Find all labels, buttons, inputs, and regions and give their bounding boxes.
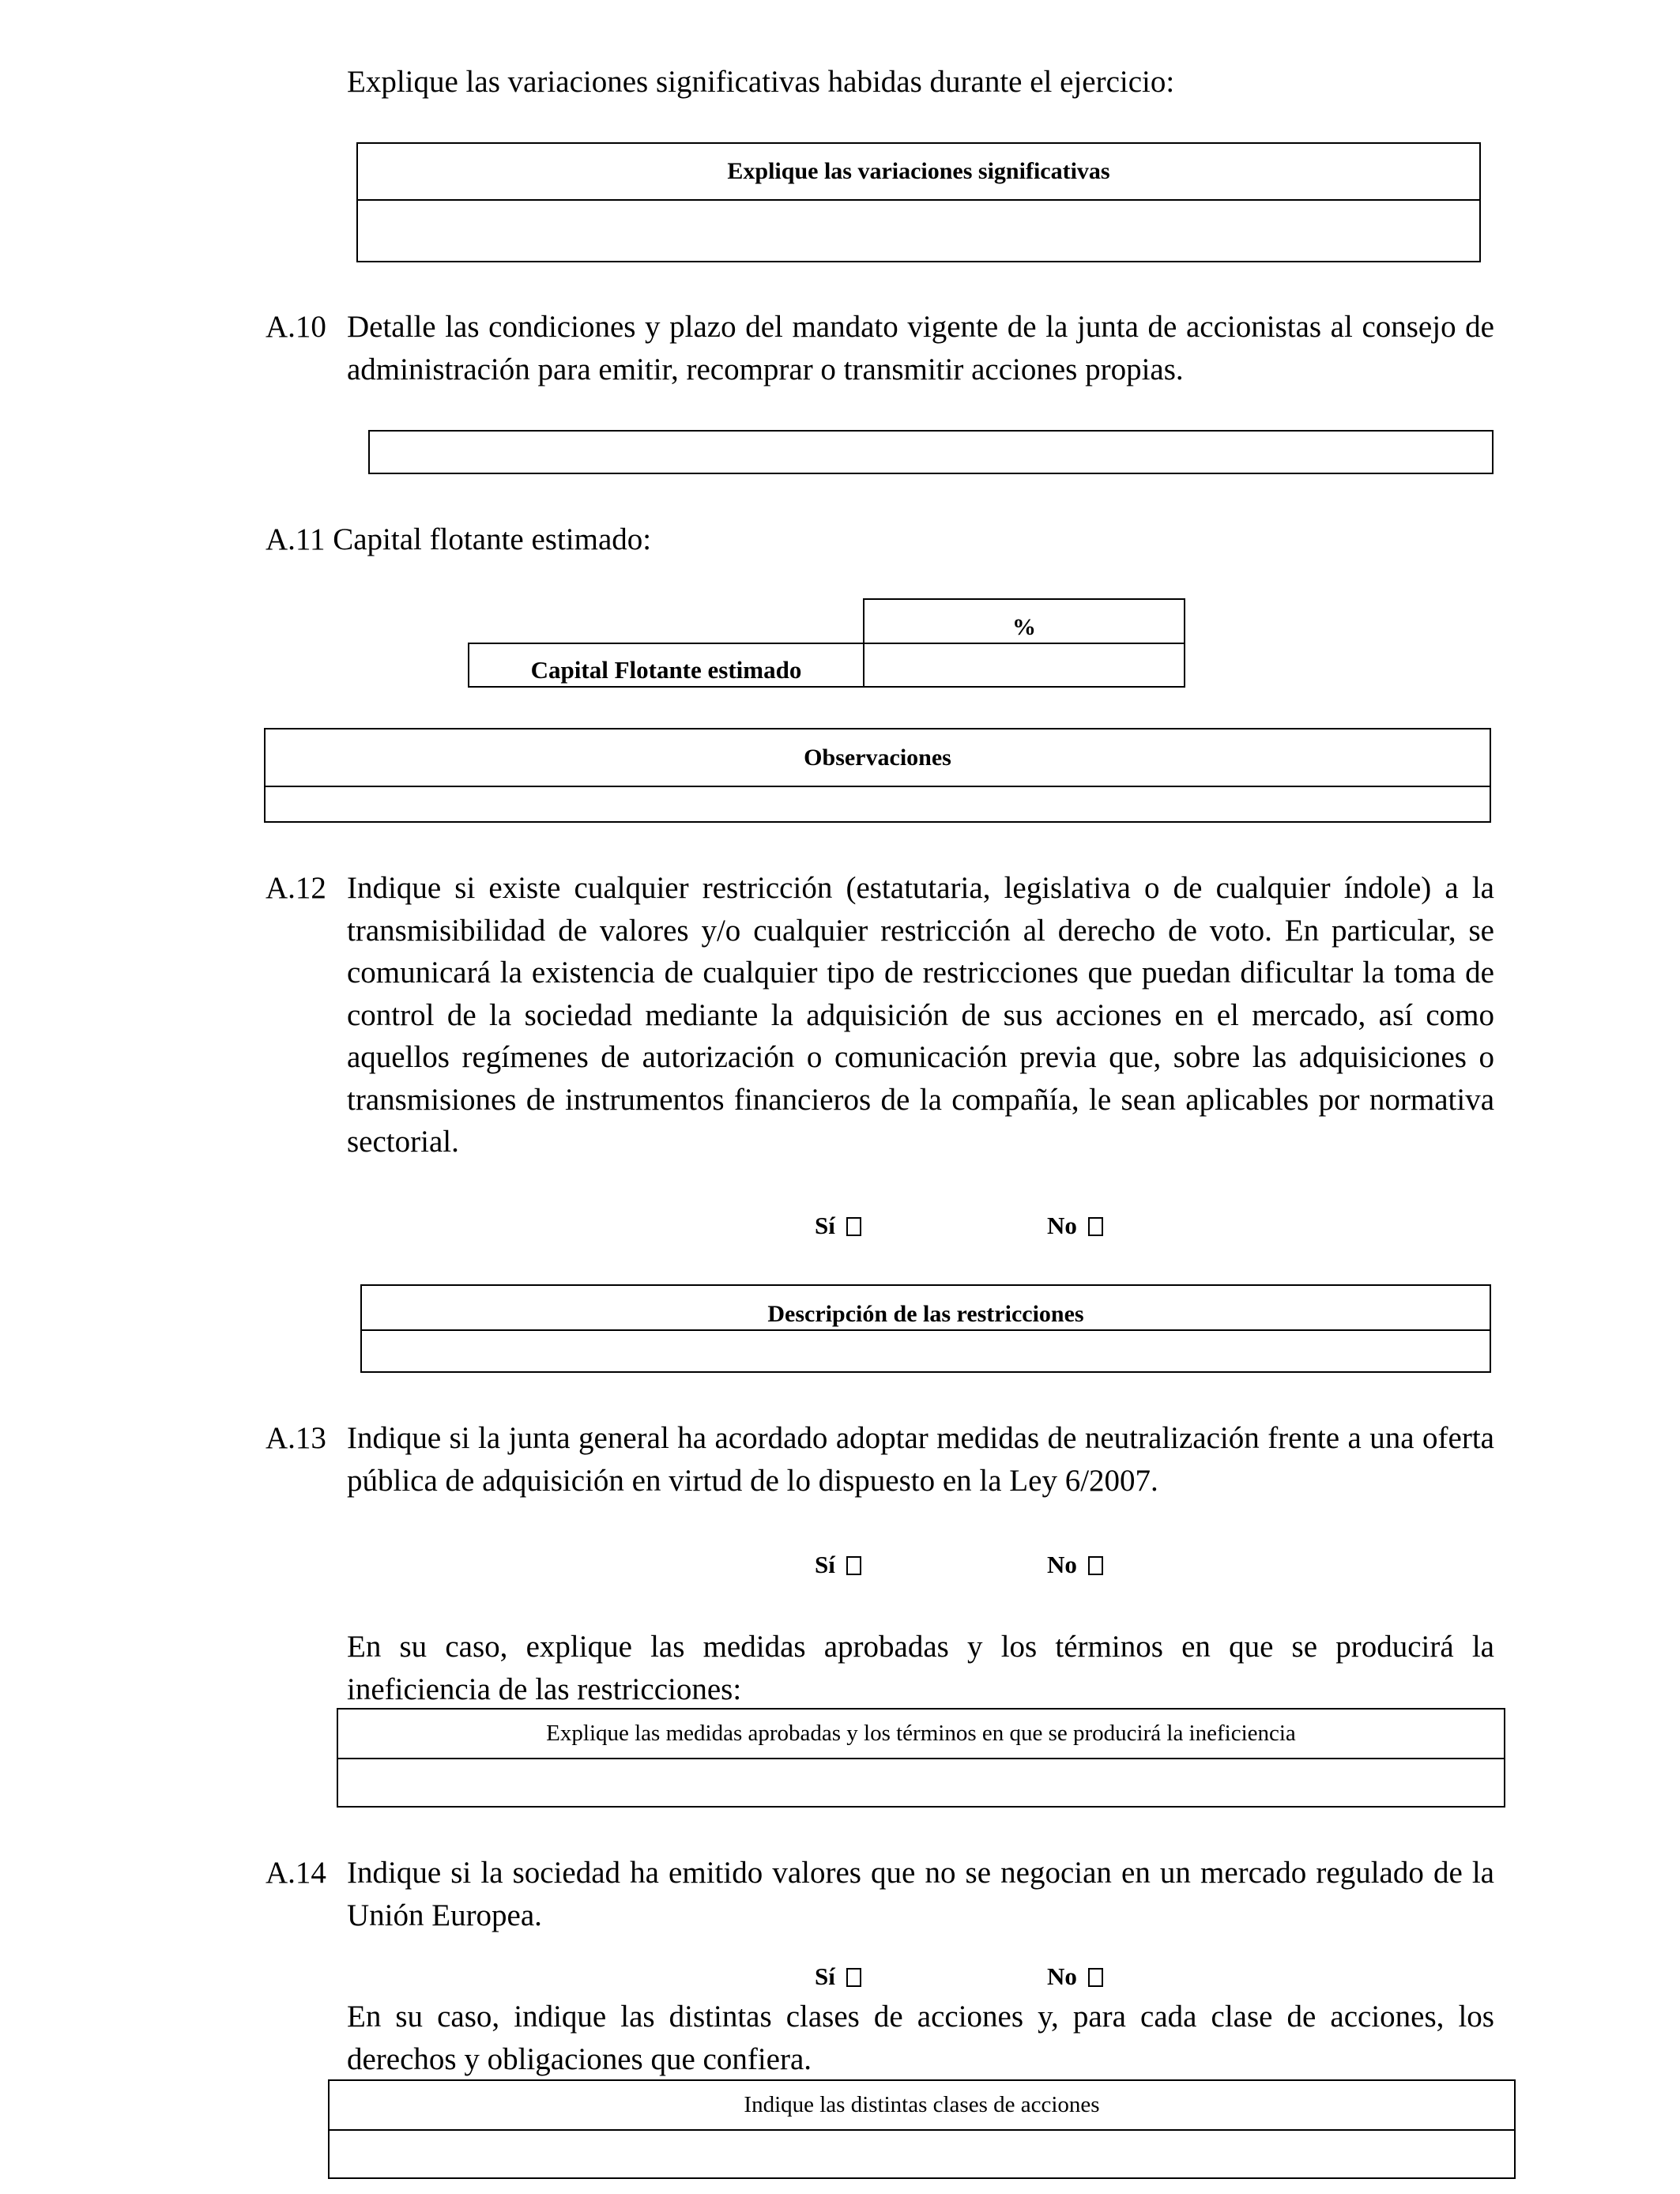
section-number: A.10 bbox=[266, 310, 326, 344]
section-a12 bbox=[266, 867, 1494, 1163]
section-number: A.14 bbox=[266, 1856, 326, 1890]
section-a10 bbox=[266, 306, 1494, 390]
section-text: Indique si la sociedad ha emitido valores que no se negocian en un mercado regulado de la Unión Europea. bbox=[347, 1856, 1494, 1932]
restrictions-cell[interactable] bbox=[362, 1331, 1490, 1371]
observations-header: Observaciones bbox=[266, 729, 1490, 787]
floating-capital-value[interactable] bbox=[863, 643, 1185, 688]
variations-table bbox=[356, 142, 1481, 262]
section-text: Indique si existe cualquier restricción (estatutaria, legislativa o de cualquier índole) a la transmisibilidad de valores y/o cualquier restricción al derecho de voto. En particular, se comunicará la existencia de cualquier tipo de restricciones que puedan dificultar la toma de control de la sociedad mediante la adquisición de sus acciones en el mercado, así como aquellos regímenes de autorización o comunicación previa que, sobre las adquisiciones o transmisiones de instrumentos financieros de la compañía, le sean aplicables por normativa sectorial. bbox=[347, 871, 1494, 1159]
no-checkbox-icon[interactable] bbox=[1088, 1968, 1103, 1987]
measures-header: Explique las medidas aprobadas y los términos en que se producirá la ineficiencia bbox=[338, 1710, 1504, 1759]
a11-heading: A.11 Capital flotante estimado: bbox=[266, 522, 652, 556]
a13-no-option[interactable] bbox=[1047, 1551, 1103, 1579]
yes-checkbox-icon[interactable] bbox=[846, 1968, 861, 1987]
section-text: Indique si la junta general ha acordado adoptar medidas de neutralización frente a una oferta pública de adquisición en virtud de lo dispuesto en la Ley 6/2007. bbox=[347, 1421, 1494, 1498]
share-classes-table bbox=[328, 2079, 1516, 2179]
measures-table bbox=[337, 1708, 1505, 1808]
percent-column-header: % bbox=[863, 598, 1185, 644]
share-classes-header: Indique las distintas clases de acciones bbox=[330, 2081, 1514, 2131]
observations-cell[interactable] bbox=[266, 787, 1490, 821]
no-label: No bbox=[1047, 1551, 1077, 1578]
restrictions-table bbox=[360, 1284, 1491, 1373]
mandate-table[interactable] bbox=[368, 430, 1494, 474]
section-number: A.12 bbox=[266, 871, 326, 905]
a13-followup-text: En su caso, explique las medidas aprobadas y los términos en que se producirá la ineficiencia de las restricciones: bbox=[347, 1630, 1494, 1706]
section-number: A.13 bbox=[266, 1421, 326, 1455]
a14-yes-option[interactable] bbox=[815, 1962, 861, 1991]
yes-label: Sí bbox=[815, 1551, 835, 1578]
yes-label: Sí bbox=[815, 1212, 835, 1239]
no-label: No bbox=[1047, 1962, 1077, 1990]
yes-checkbox-icon[interactable] bbox=[846, 1556, 861, 1575]
share-classes-cell[interactable] bbox=[330, 2131, 1514, 2177]
no-checkbox-icon[interactable] bbox=[1088, 1556, 1103, 1575]
a14-followup-text: En su caso, indique las distintas clases de acciones y, para cada clase de acciones, los derechos y obligaciones que confiera. bbox=[347, 2000, 1494, 2076]
floating-capital-label: Capital Flotante estimado bbox=[468, 643, 864, 688]
a13-yes-option[interactable] bbox=[815, 1551, 861, 1579]
yes-checkbox-icon[interactable] bbox=[846, 1217, 861, 1236]
yes-label: Sí bbox=[815, 1962, 835, 1990]
no-checkbox-icon[interactable] bbox=[1088, 1217, 1103, 1236]
section-a13 bbox=[266, 1417, 1494, 1502]
measures-cell[interactable] bbox=[338, 1759, 1504, 1806]
a12-no-option[interactable] bbox=[1047, 1212, 1103, 1240]
restrictions-header: Descripción de las restricciones bbox=[362, 1286, 1490, 1331]
a14-no-option[interactable] bbox=[1047, 1962, 1103, 1991]
observations-table bbox=[264, 728, 1491, 823]
section-text: Detalle las condiciones y plazo del mandato vigente de la junta de accionistas al consejo de administración para emitir, recomprar o transmitir acciones propias. bbox=[347, 310, 1494, 386]
intro-text: Explique las variaciones significativas habidas durante el ejercicio: bbox=[347, 65, 1175, 99]
no-label: No bbox=[1047, 1212, 1077, 1239]
a12-yes-option[interactable] bbox=[815, 1212, 861, 1240]
variations-table-cell[interactable] bbox=[358, 201, 1479, 261]
section-a14 bbox=[266, 1852, 1494, 1936]
variations-table-header: Explique las variaciones significativas bbox=[358, 144, 1479, 201]
